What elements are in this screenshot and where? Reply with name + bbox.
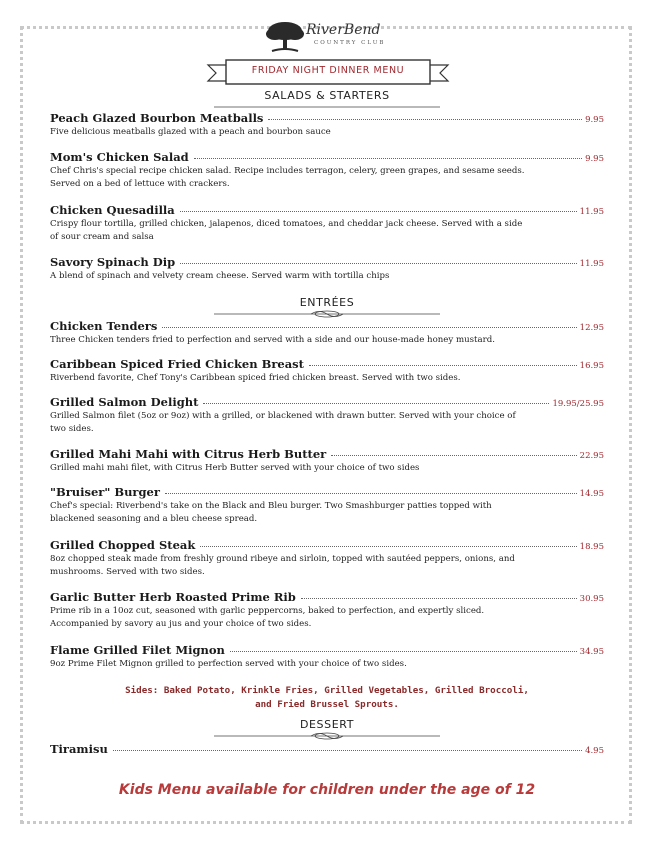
menu-item <box>50 150 604 191</box>
description-line: of sour cream and salsa <box>50 232 154 242</box>
menu-item-description <box>50 218 580 244</box>
dot-leader <box>165 493 577 494</box>
description-line: Riverbend favorite, Chef Tony's Caribbean spiced fried chicken breast. Served with two sides. <box>50 373 461 383</box>
menu-item-price: 9.95 <box>585 154 604 164</box>
description-line: Accompanied by savory au jus and your choice of two sides. <box>50 619 312 629</box>
dot-leader <box>331 455 576 456</box>
description-line: Three Chicken tenders fried to perfection and served with a side and our house-made honey mustard. <box>50 335 495 345</box>
dot-leader <box>194 158 582 159</box>
kids-menu-note: Kids Menu available for children under the age of 12 <box>118 782 536 798</box>
description-line: A blend of spinach and velvety cream cheese. Served warm with tortilla chips <box>50 271 390 281</box>
menu-item-price: 14.95 <box>579 489 604 499</box>
dessert-heading: DESSERT <box>299 718 355 731</box>
menu-item-price: 12.95 <box>579 323 604 333</box>
dot-leader <box>203 403 549 404</box>
description-line: Five delicious meatballs glazed with a peach and bourbon sauce <box>50 127 331 137</box>
menu-item-name: Chicken Quesadilla <box>50 203 175 217</box>
menu-item-line <box>50 742 604 756</box>
menu-item-description <box>50 410 580 436</box>
menu-item-line <box>50 255 604 269</box>
menu-item-line <box>50 357 604 371</box>
menu-item-description <box>50 605 580 631</box>
menu-item <box>50 538 604 579</box>
menu-item-name: Chicken Tenders <box>50 319 158 333</box>
menu-item-line <box>50 150 604 164</box>
salads-heading: SALADS & STARTERS <box>264 89 390 102</box>
dot-leader <box>180 263 577 264</box>
description-line: Served on a bed of lettuce with crackers. <box>50 179 230 189</box>
entrees-heading: ENTRÉES <box>299 296 355 309</box>
menu-item-description <box>50 165 580 191</box>
menu-item <box>50 590 604 631</box>
menu-item <box>50 395 604 436</box>
menu-item-description <box>50 462 580 475</box>
menu-item <box>50 319 604 347</box>
menu-item-price: 4.95 <box>585 746 604 756</box>
description-line: blackened seasoning and a bleu cheese spread. <box>50 514 258 524</box>
dot-leader <box>162 327 576 328</box>
menu-item-name: Grilled Salmon Delight <box>50 395 199 409</box>
menu-item-line <box>50 203 604 217</box>
menu-item-description <box>50 126 580 139</box>
menu-item-description <box>50 500 580 526</box>
menu-item-price: 9.95 <box>585 115 604 125</box>
description-line: Grilled Salmon filet (5oz or 9oz) with a grilled, or blackened with drawn butter. Served with your choice of <box>50 411 516 421</box>
menu-item-description <box>50 553 580 579</box>
sides-line-2: and Fried Brussel Sprouts. <box>255 699 399 710</box>
description-line: mushrooms. Served with two sides. <box>50 567 205 577</box>
menu-item-name: Grilled Mahi Mahi with Citrus Herb Butter <box>50 447 327 461</box>
menu-item <box>50 485 604 526</box>
menu-item <box>50 357 604 385</box>
menu-item-price: 34.95 <box>579 647 604 657</box>
dot-leader <box>268 119 582 120</box>
dot-leader <box>230 651 577 652</box>
menu-item-line <box>50 395 604 409</box>
menu-title-banner <box>206 57 450 87</box>
dot-leader <box>200 546 576 547</box>
menu-item <box>50 447 604 475</box>
menu-item-line <box>50 447 604 461</box>
description-line: Crispy flour tortilla, grilled chicken, jalapenos, diced tomatoes, and cheddar jack cheese. Served with a side <box>50 219 523 229</box>
sides-line-1: Sides: Baked Potato, Krinkle Fries, Grilled Vegetables, Grilled Broccoli, <box>125 685 529 696</box>
description-line: two sides. <box>50 424 94 434</box>
menu-item-line <box>50 485 604 499</box>
sides-note <box>0 684 654 712</box>
section-divider-ornament <box>214 309 440 319</box>
menu-title: FRIDAY NIGHT DINNER MENU <box>251 65 405 76</box>
dot-leader <box>301 598 577 599</box>
menu-item-name: Mom's Chicken Salad <box>50 150 189 164</box>
tree-icon <box>264 20 306 54</box>
menu-item <box>50 742 604 756</box>
description-line: 8oz chopped steak made from freshly ground ribeye and sirloin, topped with sautéed peppers, onions, and <box>50 554 515 564</box>
description-line: Chef's special: Riverbend's take on the Black and Bleu burger. Two Smashburger patties topped with <box>50 501 492 511</box>
menu-item-price: 30.95 <box>579 594 604 604</box>
menu-item <box>50 111 604 139</box>
menu-item-description <box>50 372 580 385</box>
menu-item-name: Peach Glazed Bourbon Meatballs <box>50 111 264 125</box>
description-line: Chef Chris's special recipe chicken salad. Recipe includes terragon, celery, green grapes, and sesame seeds. <box>50 166 525 176</box>
menu-item-description <box>50 658 580 671</box>
description-line: 9oz Prime Filet Mignon grilled to perfection served with your choice of two sides. <box>50 659 407 669</box>
menu-item-name: Flame Grilled Filet Mignon <box>50 643 225 657</box>
dot-leader <box>180 211 577 212</box>
menu-item <box>50 643 604 671</box>
menu-item-line <box>50 590 604 604</box>
menu-item-description <box>50 334 580 347</box>
menu-item-price: 18.95 <box>579 542 604 552</box>
menu-item-price: 16.95 <box>579 361 604 371</box>
menu-item-price: 11.95 <box>579 207 604 217</box>
menu-item-price: 19.95/25.95 <box>552 399 604 409</box>
dot-leader <box>309 365 577 366</box>
menu-item-name: "Bruiser" Burger <box>50 485 160 499</box>
menu-item-line <box>50 538 604 552</box>
menu-item-price: 11.95 <box>579 259 604 269</box>
dot-leader <box>113 750 582 751</box>
description-line: Prime rib in a 10oz cut, seasoned with garlic peppercorns, baked to perfection, and expertly sliced. <box>50 606 485 616</box>
menu-item-line <box>50 643 604 657</box>
menu-item <box>50 255 604 283</box>
menu-item-name: Tiramisu <box>50 742 108 756</box>
menu-item-line <box>50 111 604 125</box>
menu-item-name: Grilled Chopped Steak <box>50 538 196 552</box>
menu-item <box>50 203 604 244</box>
menu-item-name: Caribbean Spiced Fried Chicken Breast <box>50 357 304 371</box>
logo-subtitle: COUNTRY CLUB <box>314 40 386 46</box>
riverbend-logo <box>264 20 404 54</box>
menu-item-description <box>50 270 580 283</box>
menu-item-name: Garlic Butter Herb Roasted Prime Rib <box>50 590 296 604</box>
logo-wordmark: RiverBend <box>306 22 381 38</box>
menu-item-price: 22.95 <box>579 451 604 461</box>
description-line: Grilled mahi mahi filet, with Citrus Herb Butter served with your choice of two sides <box>50 463 420 473</box>
section-divider-ornament <box>214 731 440 741</box>
menu-item-line <box>50 319 604 333</box>
menu-item-name: Savory Spinach Dip <box>50 255 176 269</box>
